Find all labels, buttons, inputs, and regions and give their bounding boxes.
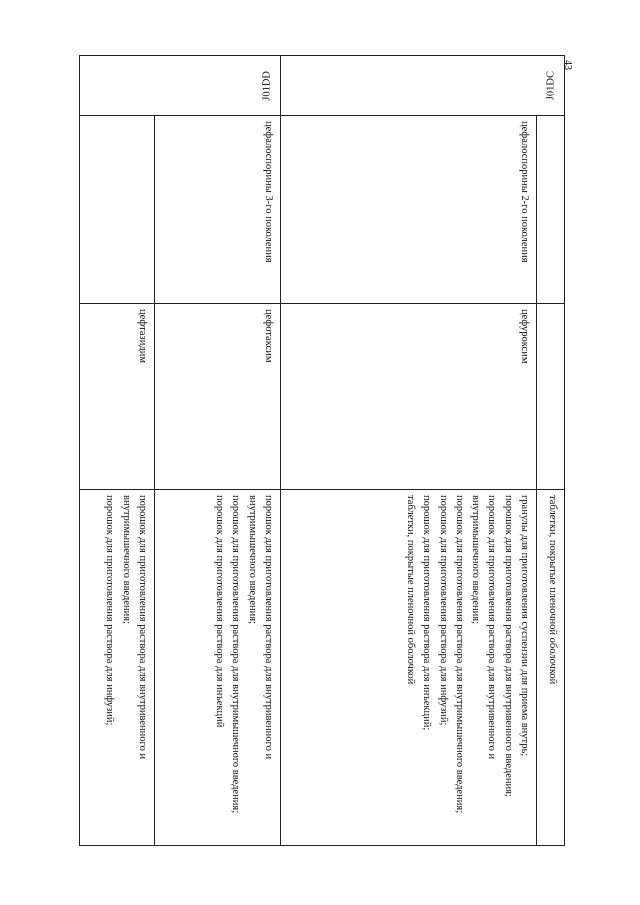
- group-cell: [537, 116, 565, 304]
- drug-cell: цефотаксим: [155, 304, 281, 490]
- group-cell: цефалоспорины 2-го поколения: [281, 116, 537, 304]
- table-row: [537, 56, 565, 846]
- atc-code: J01DC: [545, 70, 557, 101]
- dosage-form-line: таблетки, покрытые пленочной оболочкой: [405, 495, 417, 685]
- dosage-form-line: порошок для приготовления раствора для инфузий;: [104, 495, 116, 726]
- dosage-form-cell: [537, 490, 565, 846]
- atc-code: J01DD: [261, 70, 273, 101]
- atc-code-cell: [80, 56, 281, 116]
- drug-cell: цефуроксим: [281, 304, 537, 490]
- dosage-form-line: порошок для приготовления раствора для внутримышечного введения;: [453, 495, 465, 814]
- dosage-form-cell: [80, 490, 155, 846]
- drug-cell: [537, 304, 565, 490]
- rotated-table-container: [80, 55, 565, 845]
- dosage-form-line: гранулы для приготовления суспензии для приема внутрь;: [519, 495, 530, 757]
- page-number: 43: [562, 60, 573, 70]
- dosage-form-line: порошок для приготовления раствора для внутривенного и внутримышечного введения;: [120, 495, 148, 760]
- dosage-form-cell: [281, 490, 537, 846]
- dosage-form-line: порошок для приготовления раствора для инъекций;: [421, 495, 433, 731]
- medication-table: [79, 55, 565, 846]
- group-cell: цефалоспорины 3-го поколения: [155, 116, 281, 304]
- table-row: [80, 56, 155, 846]
- table-row: [281, 56, 537, 846]
- table-row: [155, 56, 281, 846]
- drug-cell: цефтазидим: [80, 304, 155, 490]
- dosage-form-cell: [155, 490, 281, 846]
- dosage-form-line: порошок для приготовления раствора для внутривенного и внутримышечного введения;: [246, 495, 274, 760]
- dosage-form-line: порошок для приготовления раствора для внутривенного и внутримышечного введения;: [470, 495, 498, 760]
- group-cell: [80, 116, 155, 304]
- dosage-form-line: порошок для приготовления раствора для инъекций: [214, 495, 226, 728]
- dosage-form-line: порошок для приготовления раствора для внутримышечного введения;: [230, 495, 242, 814]
- dosage-form-line: порошок для приготовления раствора для внутривенного введения;: [502, 495, 514, 797]
- dosage-form-line: порошок для приготовления раствора для инфузий;: [437, 495, 449, 726]
- dosage-form-line: таблетки, покрытые пленочной оболочкой: [547, 495, 558, 685]
- atc-code-cell: [281, 56, 565, 116]
